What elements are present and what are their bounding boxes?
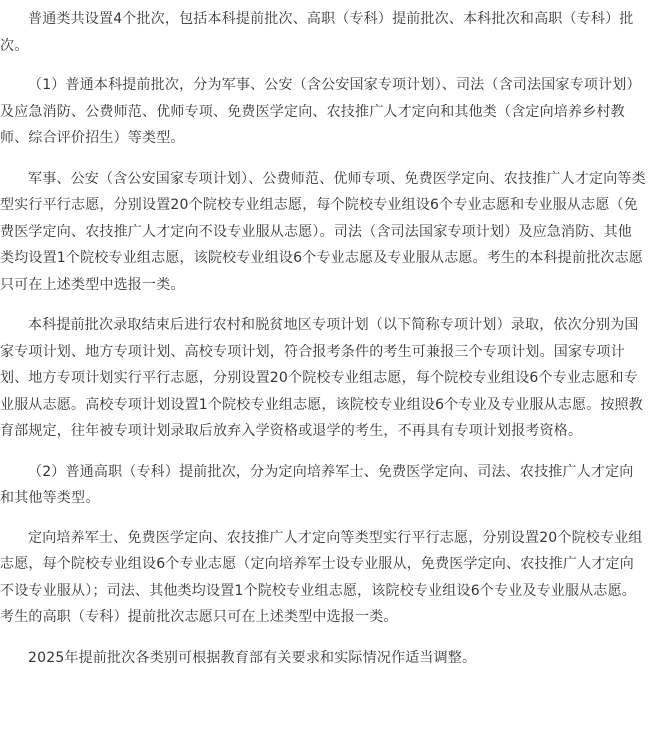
paragraph-vocational-early-batch: （2）普通高职（专科）提前批次，分为定向培养军士、免费医学定向、司法、农技推广人才定向和其他等类型。 bbox=[0, 463, 634, 506]
paragraph-vocational-volunteer-rules: 定向培养军士、免费医学定向、农技推广人才定向等类型实行平行志愿，分别设置20个院校专业组志愿，每个院校专业组设6个专业志愿（定向培养军士设专业服从，免费医学定向、农技推广人才定向不设专业服从）；司法、其他类均设置1个院校专业组志愿，该院校专业组设6个专业及专业服从志愿。考生的高职（专科）提前批次志愿只可在上述类型中选报一类。 bbox=[0, 529, 643, 625]
paragraph-parallel-volunteer-rules: 军事、公安（含公安国家专项计划）、公费师范、优师专项、免费医学定向、农技推广人才定向等类型实行平行志愿，分别设置20个院校专业组志愿，每个院校专业组设6个专业志愿和专业服从志愿（免费医学定向、农技推广人才定向不设专业服从志愿）。司法（含司法国家专项计划）及应急消防、其他类均设置1个院校专业组志愿，该院校专业组设6个专业志愿及专业服从志愿。考生的本科提前批次志愿只可在上述类型中选报一类。 bbox=[0, 170, 646, 293]
paragraph-special-plan: 本科提前批次录取结束后进行农村和脱贫地区专项计划（以下简称专项计划）录取，依次分别为国家专项计划、地方专项计划、高校专项计划，符合报考条件的考生可兼报三个专项计划。国家专项计划、地方专项计划实行平行志愿，分别设置20个院校专业组志愿，每个院校专业组设6个专业志愿和专业服从志愿。高校专项计划设置1个院校专业组志愿，该院校专业组设6个专业及专业服从志愿。按照教育部规定，往年被专项计划录取后放弃入学资格或退学的考生，不再具有专项计划报考资格。 bbox=[0, 317, 644, 439]
paragraph-undergraduate-early-batch: （1）普通本科提前批次，分为军事、公安（含公安国家专项计划）、司法（含司法国家专项计划）及应急消防、公费师范、优师专项、免费医学定向、农技推广人才定向和其他类（含定向培养乡村教师、综合评价招生）等类型。 bbox=[0, 77, 641, 146]
paragraph-batch-overview: 普通类共设置4个批次，包括本科提前批次、高职（专科）提前批次、本科批次和高职（专科）批次。 bbox=[0, 11, 634, 54]
paragraph-adjustment-note: 2025年提前批次各类别可根据教育部有关要求和实际情况作适当调整。 bbox=[28, 649, 477, 666]
